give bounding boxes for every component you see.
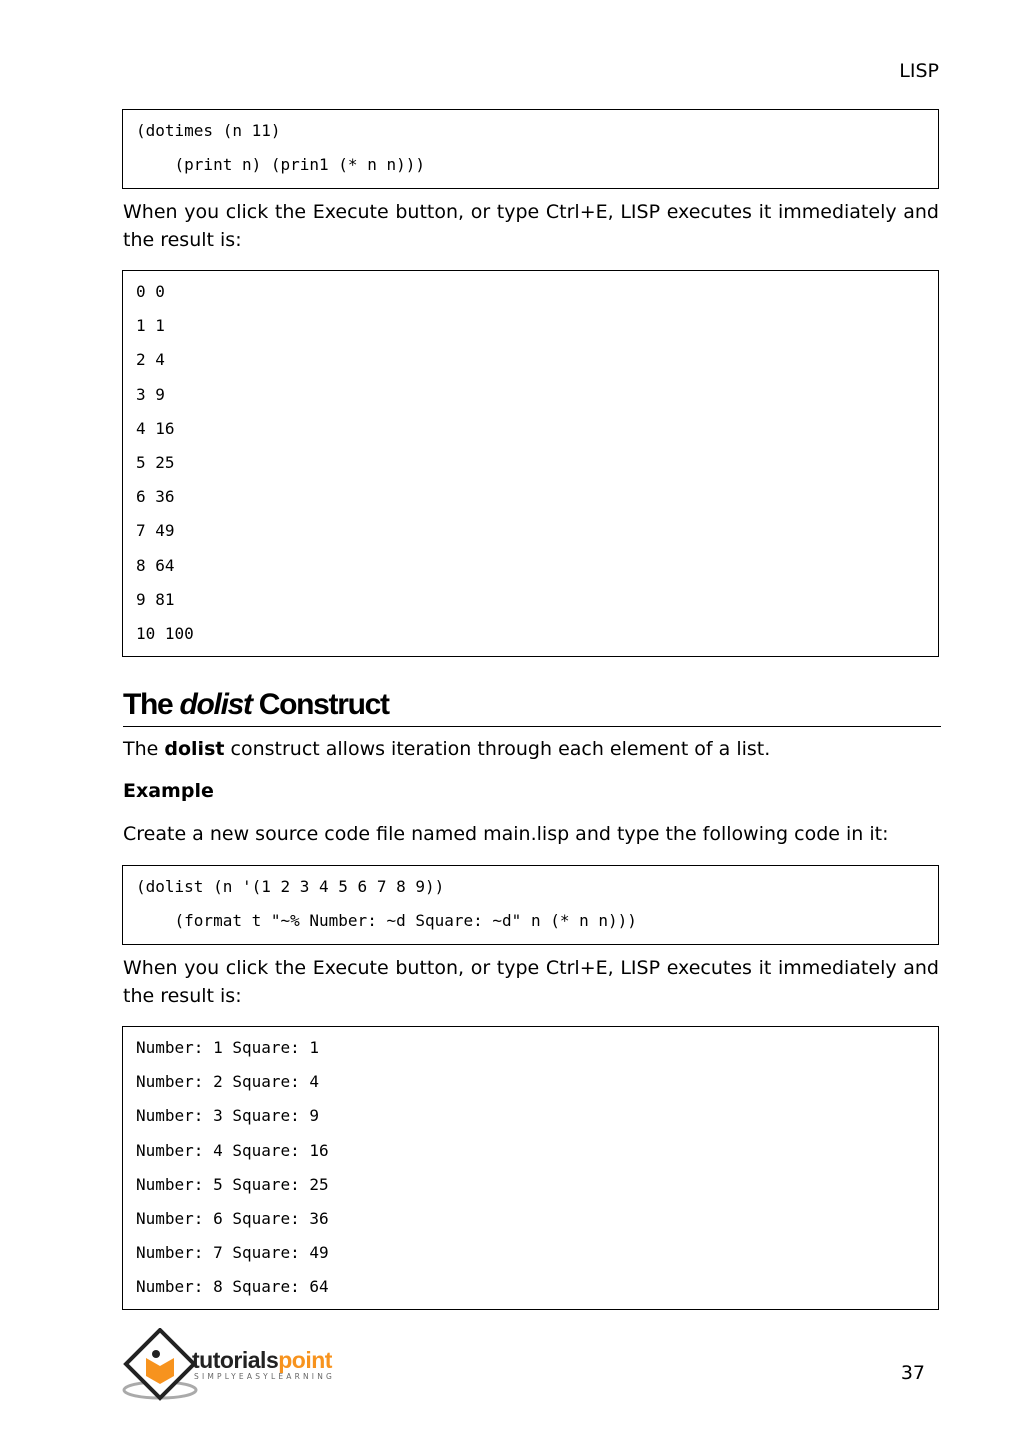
svg-text:SIMPLYEASYLEARNING: SIMPLYEASYLEARNING bbox=[194, 1372, 336, 1381]
output-line: 3 9 bbox=[136, 384, 165, 404]
svg-text:tutorialspoint: tutorialspoint bbox=[192, 1347, 332, 1373]
heading-emphasis: dolist bbox=[179, 688, 252, 721]
output-line: Number: 1 Square: 1 bbox=[136, 1038, 320, 1057]
paragraph-result-intro: When you click the Execute button, or type Ctrl+E, LISP executes it immediately and the result is: bbox=[123, 201, 939, 251]
output-line: Number: 6 Square: 36 bbox=[136, 1208, 329, 1228]
output-line: 10 100 bbox=[136, 623, 194, 643]
output-block-dotimes bbox=[122, 270, 939, 657]
output-line: 5 25 bbox=[136, 452, 175, 472]
code-line: (print n) (prin1 (* n n))) bbox=[136, 155, 425, 175]
code-block-dotimes bbox=[122, 109, 939, 189]
output-block-dolist bbox=[122, 1026, 939, 1310]
output-line: Number: 7 Square: 49 bbox=[136, 1243, 329, 1263]
output-line: Number: 5 Square: 25 bbox=[136, 1174, 329, 1194]
output-line: 6 36 bbox=[136, 487, 175, 507]
paragraph-result-intro-2: When you click the Execute button, or type Ctrl+E, LISP executes it immediately and the result is: bbox=[123, 957, 939, 1007]
running-header: LISP bbox=[899, 60, 939, 82]
code-line: (dolist (n '(1 2 3 4 5 6 7 8 9)) bbox=[136, 877, 445, 896]
example-label: Example bbox=[123, 780, 214, 802]
output-line: 2 4 bbox=[136, 350, 165, 370]
heading-text: The bbox=[123, 688, 180, 721]
text: construct allows iteration through each element of a list. bbox=[224, 738, 771, 760]
heading-text: Construct bbox=[251, 688, 389, 721]
keyword: dolist bbox=[164, 738, 225, 760]
output-line: Number: 3 Square: 9 bbox=[136, 1106, 320, 1126]
output-line: 8 64 bbox=[136, 555, 175, 575]
code-line: (format t "~% Number: ~d Square: ~d" n (* n n))) bbox=[136, 911, 637, 931]
page-number: 37 bbox=[900, 1362, 925, 1384]
tutorialspoint-logo bbox=[122, 1328, 372, 1409]
output-line: Number: 8 Square: 64 bbox=[136, 1277, 329, 1297]
output-line: 0 0 bbox=[136, 282, 165, 301]
paragraph-dolist-intro bbox=[123, 735, 939, 763]
output-line: 4 16 bbox=[136, 418, 175, 438]
output-line: 7 49 bbox=[136, 521, 175, 541]
text: The bbox=[123, 738, 165, 760]
code-line: (dotimes (n 11) bbox=[136, 121, 281, 140]
output-line: 9 81 bbox=[136, 589, 175, 609]
section-heading bbox=[123, 686, 941, 727]
paragraph-create-file: Create a new source code file named main.lisp and type the following code in it: bbox=[123, 823, 889, 845]
output-line: Number: 2 Square: 4 bbox=[136, 1072, 320, 1092]
output-line: Number: 4 Square: 16 bbox=[136, 1140, 329, 1160]
code-block-dolist bbox=[122, 865, 939, 945]
output-line: 1 1 bbox=[136, 316, 165, 336]
